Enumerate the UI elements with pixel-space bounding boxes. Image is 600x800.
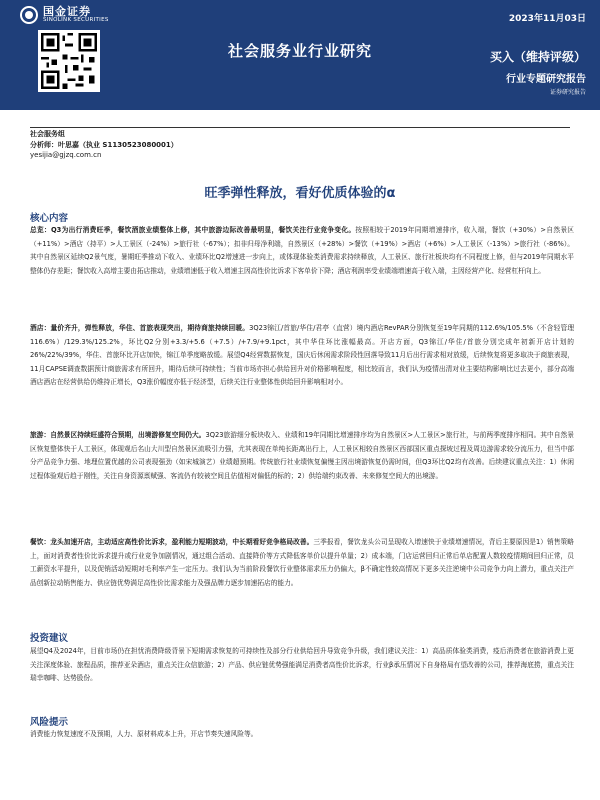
paragraph-risk <box>30 728 574 742</box>
paragraph-invest <box>30 645 574 686</box>
report-type: 行业专题研究报告 <box>506 74 586 85</box>
paragraph-tourism <box>30 429 574 483</box>
header-banner <box>0 0 600 110</box>
logo-name-en: SINOLINK SECURITIES <box>43 16 109 23</box>
paragraph-body: 3Q23锦江/首旅/华住/君亭（直营）境内酒店RevPAR分别恢复至19年同期的112.6%/105.5%（不含轻管理116.6%）/129.3%/125.2%，环比Q2分别+3.3/+5.6（+7.5）/+7.9/+9.1pct，其中华住环比涨幅最高。开店方面，Q3锦江/华住/首旅分别完成年初新开店计划的26%/22%/39%，华住、首旅环比开店加快，锦江单季度略放缓。展望Q4经营数据恢复，国庆后休闲需求阶段性回落导致11月后出行需求相对放缓，后续恢复将更多取决于商旅表现，11月CAPSE调查数据预计商旅需求有所回升，期待后续可持续性；当前市场亦担心供给回升对价格影响程度，相比较而言，我们认为疫情出清对业主要结构影响比过去更小，部分高端酒店酒店在经营供给仍维持正增长，Q3涨价幅度亦低于经济型，后续关注行业整体性供给回升影响相对小。 <box>30 324 575 386</box>
divider <box>30 127 570 128</box>
logo-name-cn: 国金证券 <box>43 5 91 19</box>
paragraph-lead: 酒店：量价齐升，弹性释放，华住、首旅表现突出，期待商旅持续回暖。 <box>30 324 250 332</box>
rating-label: 买入（维持评级） <box>489 50 586 64</box>
paragraph-body: 三季报看，餐饮龙头公司呈现收入增速快于业绩增速情况，背后主要原因是1）销售策略上，面对消费者性价比诉求提升或行业竞争加剧情况，通过组合活动、直接降价等方式降低客单价以提升单量；2）成本端，门店运营回归正常后单店配置人数较疫情期间回归正常，员工薪资水平提升，以及促销活动短期对毛利率产生一定压力。我们认为当前阶段餐饮行业整体需求压力仍偏大，β不确定性较高情况下更多关注逆境中公司竞争力向上潜力，重点关注产品创新拉动销售能力、供应链优势满足高性价比需求能力及强品牌力逐步加速拓店的能力。 <box>30 538 574 587</box>
section-heading-invest: 投资建议 <box>30 633 69 644</box>
report-category: 证券研究报告 <box>549 89 586 96</box>
company-logo <box>20 6 109 24</box>
paragraph-catering <box>30 536 574 590</box>
analyst-email: yesijia@gjzq.com.cn <box>30 151 102 159</box>
industry-title: 社会服务业行业研究 <box>227 42 372 60</box>
section-heading-risk: 风险提示 <box>30 717 69 728</box>
paragraph-body: 按照相较于2019年同期增速排序，收入端，餐饮（+30%）>自然景区（+11%）>酒店（持平）>人工景区（-24%）>旅行社（-67%）；扣非归母净利端，自然景区（+28%）>餐饮（+19%）>酒店（+6%）>人工景区（-13%）>旅行社（-86%）。其中自然景区延续Q2景气度，暑期旺季推动下收入、业绩环比Q2增速进一步向上，或体现体验类消费需求持续释放，人工景区、旅行社板块均有不同程度上修，但与2019年同期水平整体仍存差距；餐饮收入高增主要由拓店推动，业绩增速低于收入增速主因高性价比诉求下客单价下降；酒店利润率受业绩端增速高于收入端，主因经营产化、经营杠杆向上。 <box>30 226 574 275</box>
analyst-name: 分析师：叶思嘉（执业 S1130523080001） <box>30 140 178 149</box>
report-date: 2023年11月03日 <box>508 14 586 24</box>
analyst-block <box>30 129 178 161</box>
paragraph-lead: 餐饮：龙头加速开店，主动适应高性价比诉求，盈利能力短期波动，中长期看好竞争格局改善。 <box>30 538 314 546</box>
section-heading-core: 核心内容 <box>30 213 69 224</box>
report-title: 旺季弹性释放，看好优质体验的α <box>204 186 396 201</box>
logo-mark-icon <box>20 6 38 24</box>
paragraph-hotel <box>30 322 574 390</box>
paragraph-lead: 旅游：自然景区持续旺盛符合预期，出境游修复空间仍大。 <box>30 431 206 439</box>
paragraph-lead: 总览：Q3为出行消费旺季，餐饮酒旅业绩整体上修，其中旅游边际改善最明显，餐饮关注行业竞争变化。 <box>30 226 356 234</box>
paragraph-overview <box>30 224 574 278</box>
paragraph-body: 消费能力恢复速度不及预期，人力、原材料成本上升，开店节奏失速风险等。 <box>30 730 258 738</box>
paragraph-body: 3Q23旅游细分板块收入、业绩和19年同期比增速排序均为自然景区>人工景区>旅行社，与前两季度排序相同。其中自然景区恢复整体快于人工景区，体现观后名山大川型自然景区流吸引力强，尤其表现在单纯长距离出行上，人工景区相较自然景区西部国区重点探坡过程及周边游需求较分流压力，但当中部分产品竞争力强、地理位置优越的公司表现强劲（如宋城演艺）业绩超预期。传统旅行社业绩恢复偏慢主因出境游恢复仍需时间，但Q3环比Q2均有改善。后续建议重点关注：1）休闲过程体验观后趋于刚性，关注自身资源禀赋强、客流仍有较被空间且估值相对偏低的标的；2）供给端约束改善、未来修复空间大的出境游。 <box>30 431 574 480</box>
team-name: 社会服务组 <box>30 130 65 138</box>
paragraph-body: 展望Q4及2024年，目前市场仍在担忧消费降级背景下短期需求恢复的可持续性及部分行业供给回升导致竞争升级，我们建议关注：1）高品质体验类消费，疫后消费者在旅游消费上更关注深度体验、旅程品质，推荐亚朵酒店，重点关注众信旅游；2）产品、供应链优势强能满足消费者高性价比诉求，行业β承压情况下自身格局有望改善的公司，推荐海底捞，重点关注瑞幸咖啡、达势股份。 <box>30 647 574 682</box>
